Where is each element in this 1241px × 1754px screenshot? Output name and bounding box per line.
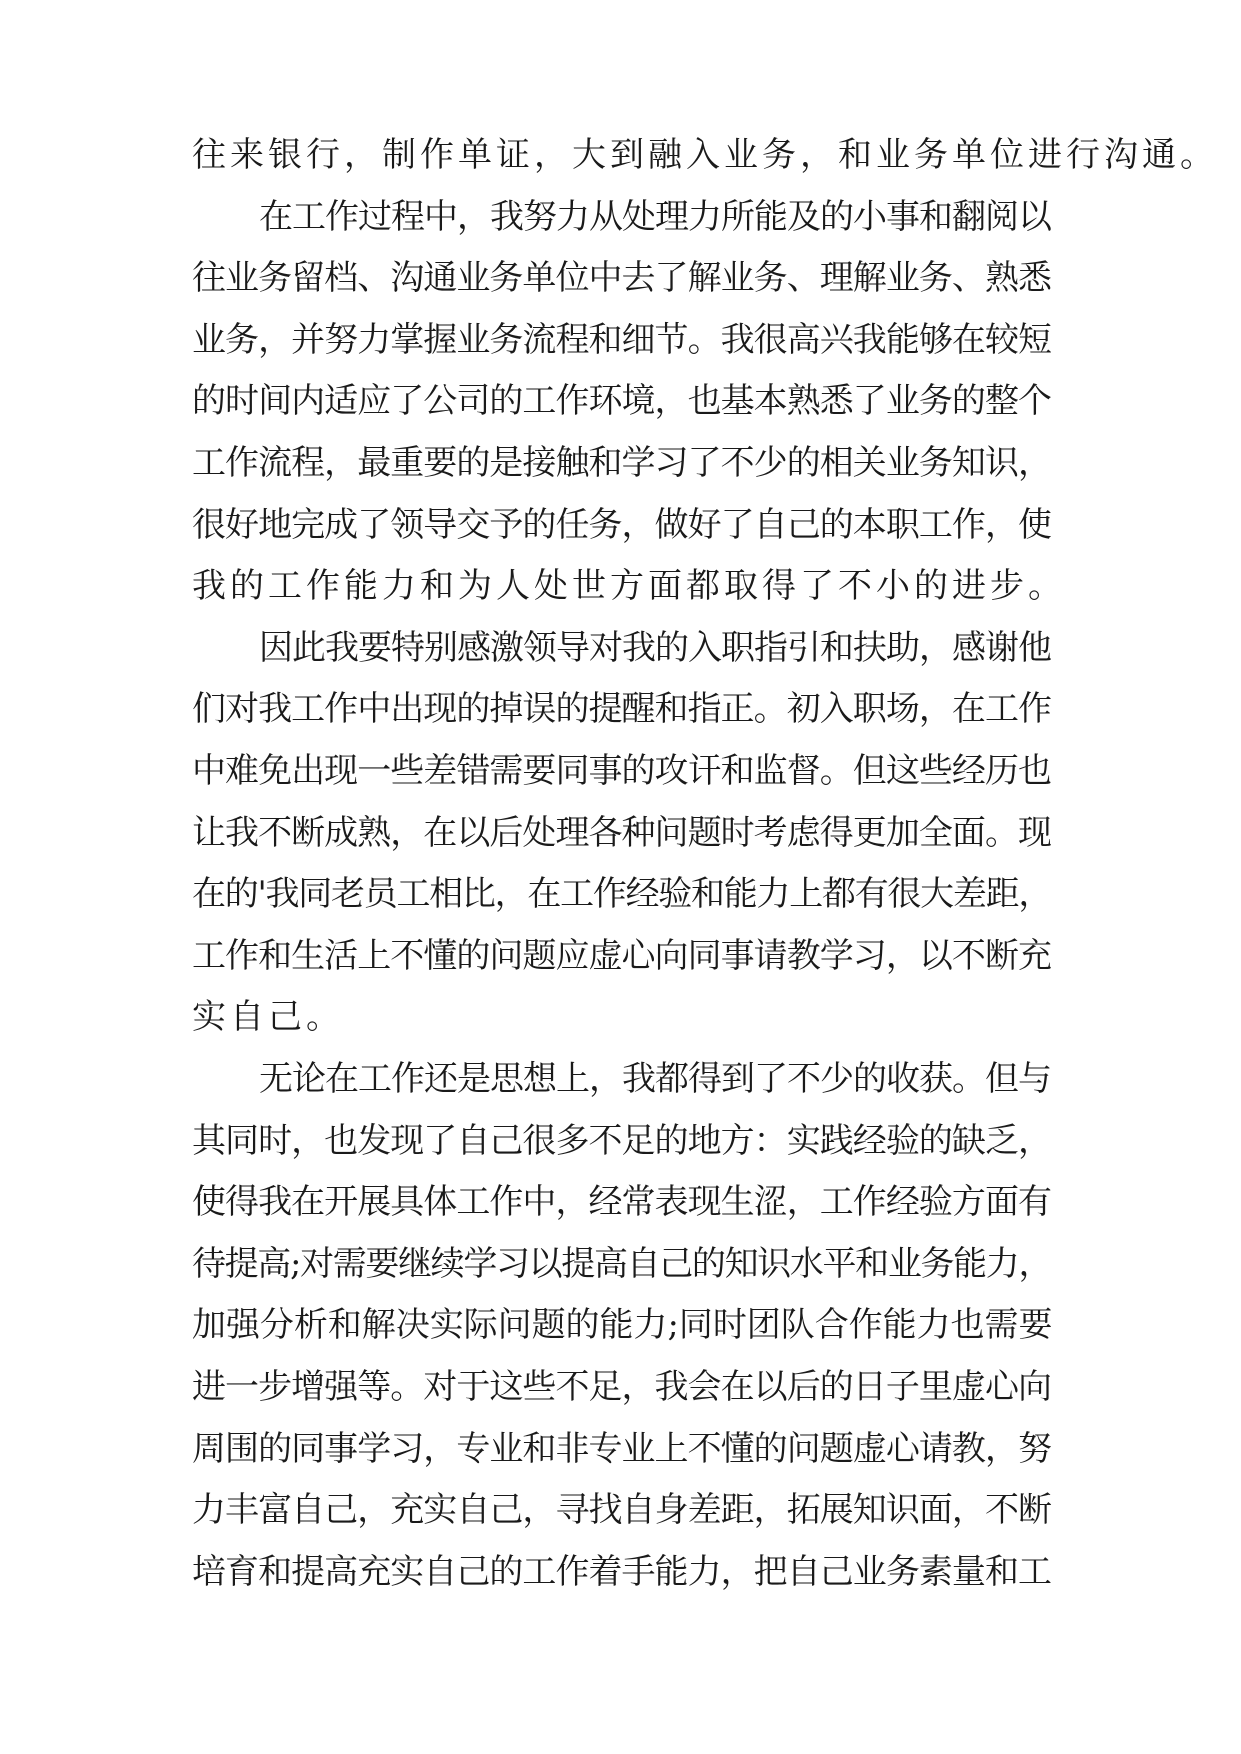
text-line: 使得我在开展具体工作中，经常表现生涩，工作经验方面有 xyxy=(192,1182,1052,1222)
text-line: 往来银行，制作单证，大到融入业务，和业务单位进行沟通。 xyxy=(192,135,1218,175)
text-line: 周围的同事学习，专业和非专业上不懂的问题虚心请教，努 xyxy=(192,1429,1052,1469)
text-line: 培育和提高充实自己的工作着手能力，把自己业务素量和工 xyxy=(192,1552,1052,1592)
text-line: 业务，并努力掌握业务流程和细节。我很高兴我能够在较短 xyxy=(192,320,1052,360)
text-line: 的时间内适应了公司的工作环境，也基本熟悉了业务的整个 xyxy=(192,381,1052,421)
text-line: 往业务留档、沟通业务单位中去了解业务、理解业务、熟悉 xyxy=(192,258,1052,298)
text-line: 工作和生活上不懂的问题应虚心向同事请教学习，以不断充 xyxy=(192,936,1052,976)
text-line: 们对我工作中出现的掉误的提醒和指正。初入职场，在工作 xyxy=(192,689,1052,729)
text-line: 我的工作能力和为人处世方面都取得了不小的进步。 xyxy=(192,566,1066,606)
text-line: 进一步增强等。对于这些不足，我会在以后的日子里虚心向 xyxy=(192,1367,1052,1407)
text-line: 工作流程，最重要的是接触和学习了不少的相关业务知识， xyxy=(192,443,1052,483)
text-line: 在的'我同老员工相比，在工作经验和能力上都有很大差距， xyxy=(192,874,1052,914)
text-line: 实自己。 xyxy=(192,997,344,1037)
paragraph-start-line: 因此我要特别感激领导对我的入职指引和扶助，感谢他 xyxy=(259,628,1051,668)
text-line: 待提高;对需要继续学习以提高自己的知识水平和业务能力， xyxy=(192,1244,1052,1284)
text-line: 让我不断成熟，在以后处理各种问题时考虑得更加全面。现 xyxy=(192,813,1052,853)
paragraph-start-line: 在工作过程中，我努力从处理力所能及的小事和翻阅以 xyxy=(259,197,1051,237)
text-line: 力丰富自己，充实自己，寻找自身差距，拓展知识面，不断 xyxy=(192,1490,1052,1530)
text-line: 加强分析和解决实际问题的能力;同时团队合作能力也需要 xyxy=(192,1305,1053,1345)
text-line: 其同时，也发现了自己很多不足的地方：实践经验的缺乏， xyxy=(192,1121,1052,1161)
paragraph-start-line: 无论在工作还是思想上，我都得到了不少的收获。但与 xyxy=(259,1059,1051,1099)
text-line: 中难免出现一些差错需要同事的攻讦和监督。但这些经历也 xyxy=(192,751,1052,791)
text-line: 很好地完成了领导交予的任务，做好了自己的本职工作，使 xyxy=(192,505,1052,545)
